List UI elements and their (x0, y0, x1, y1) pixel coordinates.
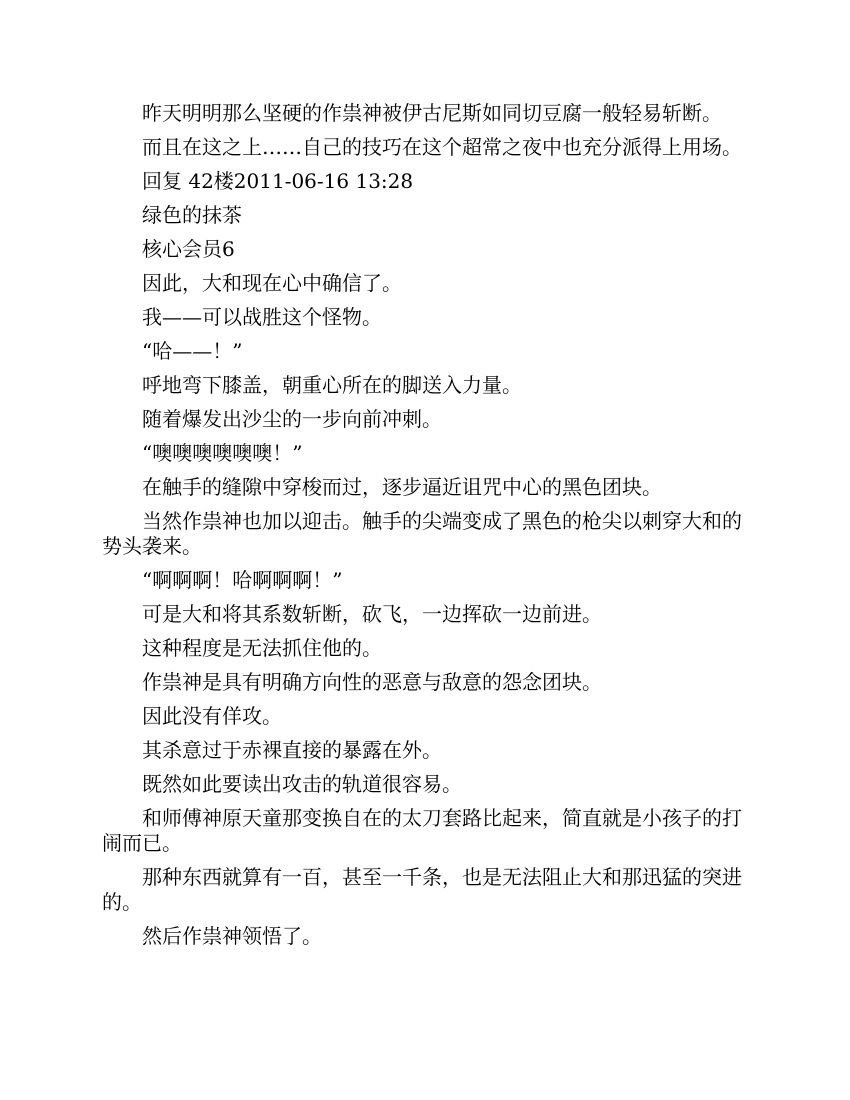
post-reply-meta: 回复 42楼2011-06-16 13:28 (142, 169, 414, 193)
paragraph: 昨天明明那么坚硬的作祟神被伊古尼斯如同切豆腐一般轻易斩断。 (142, 101, 722, 125)
paragraph: 我——可以战胜这个怪物。 (142, 305, 382, 329)
paragraph: 而且在这之上……自己的技巧在这个超常之夜中也充分派得上用场。 (142, 135, 742, 159)
paragraph: “啊啊啊！哈啊啊啊！” (142, 568, 343, 592)
paragraph: 在触手的缝隙中穿梭而过，逐步逼近诅咒中心的黑色团块。 (142, 475, 662, 499)
paragraph: 其杀意过于赤裸直接的暴露在外。 (142, 738, 442, 762)
paragraph: 既然如此要读出攻击的轨道很容易。 (142, 772, 462, 796)
paragraph: 作祟神是具有明确方向性的恶意与敌意的怨念团块。 (142, 670, 602, 694)
paragraph: 那种东西就算有一百，甚至一千条，也是无法阻止大和那迅猛的突进的。 (102, 865, 742, 914)
paragraph: 当然作祟神也加以迎击。触手的尖端变成了黑色的枪尖以刺穿大和的势头袭来。 (102, 509, 742, 558)
paragraph: 呼地弯下膝盖，朝重心所在的脚送入力量。 (142, 373, 522, 397)
paragraph: “噢噢噢噢噢噢！” (142, 441, 303, 465)
post-author-name: 绿色的抹茶 (142, 203, 242, 227)
paragraph: “哈——！” (142, 339, 243, 363)
document-body (102, 101, 750, 958)
paragraph: 因此，大和现在心中确信了。 (142, 271, 402, 295)
paragraph: 这种程度是无法抓住他的。 (142, 636, 382, 660)
post-author-rank: 核心会员6 (142, 237, 235, 261)
paragraph: 和师傅神原天童那变换自在的太刀套路比起来，简直就是小孩子的打闹而已。 (102, 806, 742, 855)
paragraph: 随着爆发出沙尘的一步向前冲刺。 (142, 407, 442, 431)
paragraph: 可是大和将其系数斩断，砍飞，一边挥砍一边前进。 (142, 602, 602, 626)
paragraph: 然后作祟神领悟了。 (142, 924, 322, 948)
paragraph: 因此没有佯攻。 (142, 704, 282, 728)
